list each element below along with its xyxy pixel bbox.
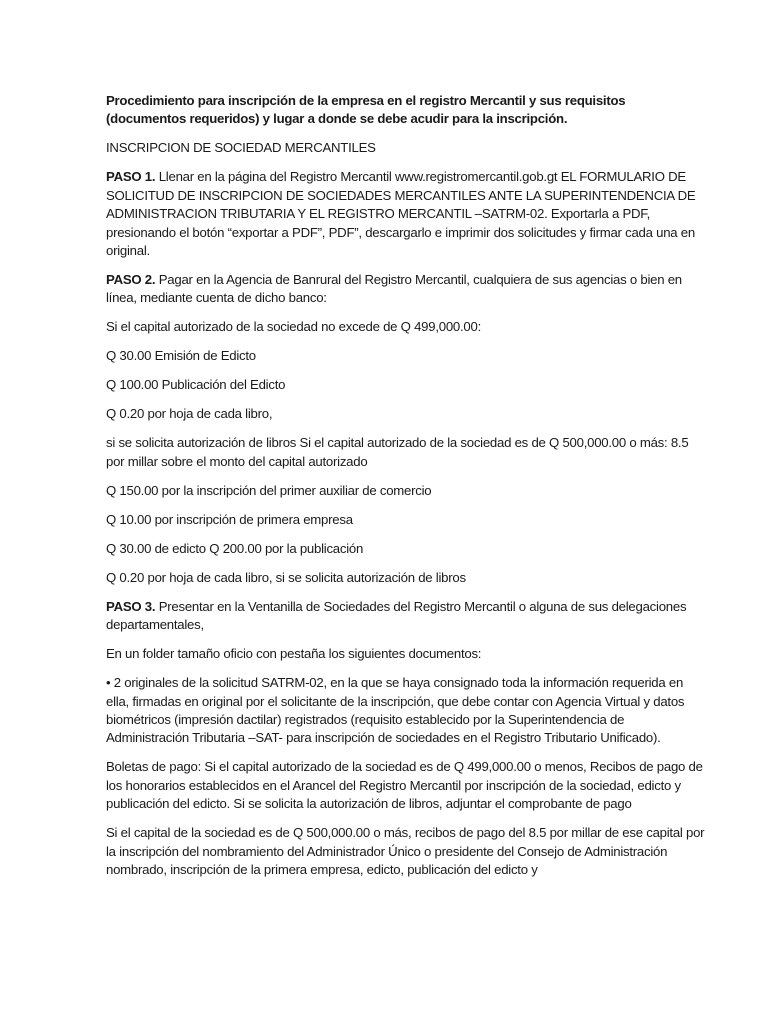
paso-3-label: PASO 3. (106, 598, 156, 614)
capital-mas-paragraph: Si el capital de la sociedad es de Q 500,000.00 o más, recibos de pago del 8.5 por millar de ese capital por la inscripción del nombramiento del Administrador Único o presidente del Consejo de Administración nombrado, inscripción de la primera empresa, edicto, publicación del edicto y (106, 825, 705, 878)
paso-1-label: PASO 1. (106, 169, 156, 185)
fee-hoja-libros: Q 0.20 por hoja de cada libro, si se solicita autorización de libros (106, 569, 466, 585)
fee-empresa: Q 10.00 por inscripción de primera empresa (106, 511, 353, 527)
libros-condition: si se solicita autorización de libros Si el capital autorizado de la sociedad es de Q 500,000.00 o más: 8.5 por millar sobre el monto del capital autorizado (106, 435, 689, 469)
fee-publicacion: Q 100.00 Publicación del Edicto (106, 377, 286, 393)
paso-1-paragraph (106, 168, 708, 260)
paso-2-paragraph (106, 271, 708, 308)
fee-hoja: Q 0.20 por hoja de cada libro, (106, 406, 273, 422)
bullet-solicitud: • 2 originales de la solicitud SATRM-02, en la que se haya consignado toda la información requerida en ella, firmadas en original por el solicitante de la inscripción, que debe contar con Agencia Virtual y datos biométricos (impresión dactilar) registrados (requisito establecido por la Superintendencia de Administración Tributaria –SAT- para inscripción de sociedades en el Registro Tributario Unificado). (106, 675, 685, 746)
paso-3-text: Presentar en la Ventanilla de Sociedades del Registro Mercantil o alguna de sus delegaciones departamentales, (106, 598, 687, 633)
fee-edicto-publicacion: Q 30.00 de edicto Q 200.00 por la publicación (106, 540, 364, 556)
document-title: Procedimiento para inscripción de la empresa en el registro Mercantil y sus requisitos (documentos requeridos) y lugar a donde se debe acudir para la inscripción. (106, 93, 626, 127)
section-heading: INSCRIPCION DE SOCIEDAD MERCANTILES (106, 140, 376, 156)
paso-2-label: PASO 2. (106, 272, 156, 288)
fee-edicto: Q 30.00 Emisión de Edicto (106, 348, 256, 364)
folder-instruction: En un folder tamaño oficio con pestaña los siguientes documentos: (106, 646, 482, 662)
paso-1-text: Llenar en la página del Registro Mercantil www.registromercantil.gob.gt EL FORMULARIO DE SOLICITUD DE INSCRIPCION DE SOCIEDADES MERCANTILES ANTE LA SUPERINTENDENCIA DE ADMINISTRACION TRIBUTARIA Y EL REGISTRO MERCANTIL –SATRM-02. Exportarla a PDF, presionando el botón “exportar a PDF”, PDF”, descargarlo e imprimir dos solicitudes y firmar cada una en original. (106, 169, 696, 259)
fee-auxiliar: Q 150.00 por la inscripción del primer auxiliar de comercio (106, 482, 432, 498)
boletas-paragraph: Boletas de pago: Si el capital autorizado de la sociedad es de Q 499,000.00 o menos, Recibos de pago de los honorarios establecidos en el Arancel del Registro Mercantil por inscripción de la sociedad, edicto y publicación del edicto. Si se solicita la autorización de libros, adjuntar el comprobante de pago (106, 759, 703, 812)
paso-3-paragraph (106, 598, 708, 635)
paso-2-text: Pagar en la Agencia de Banrural del Registro Mercantil, cualquiera de sus agencias o bien en línea, mediante cuenta de dicho banco: (106, 272, 682, 306)
capital-condition: Si el capital autorizado de la sociedad no excede de Q 499,000.00: (106, 319, 482, 335)
